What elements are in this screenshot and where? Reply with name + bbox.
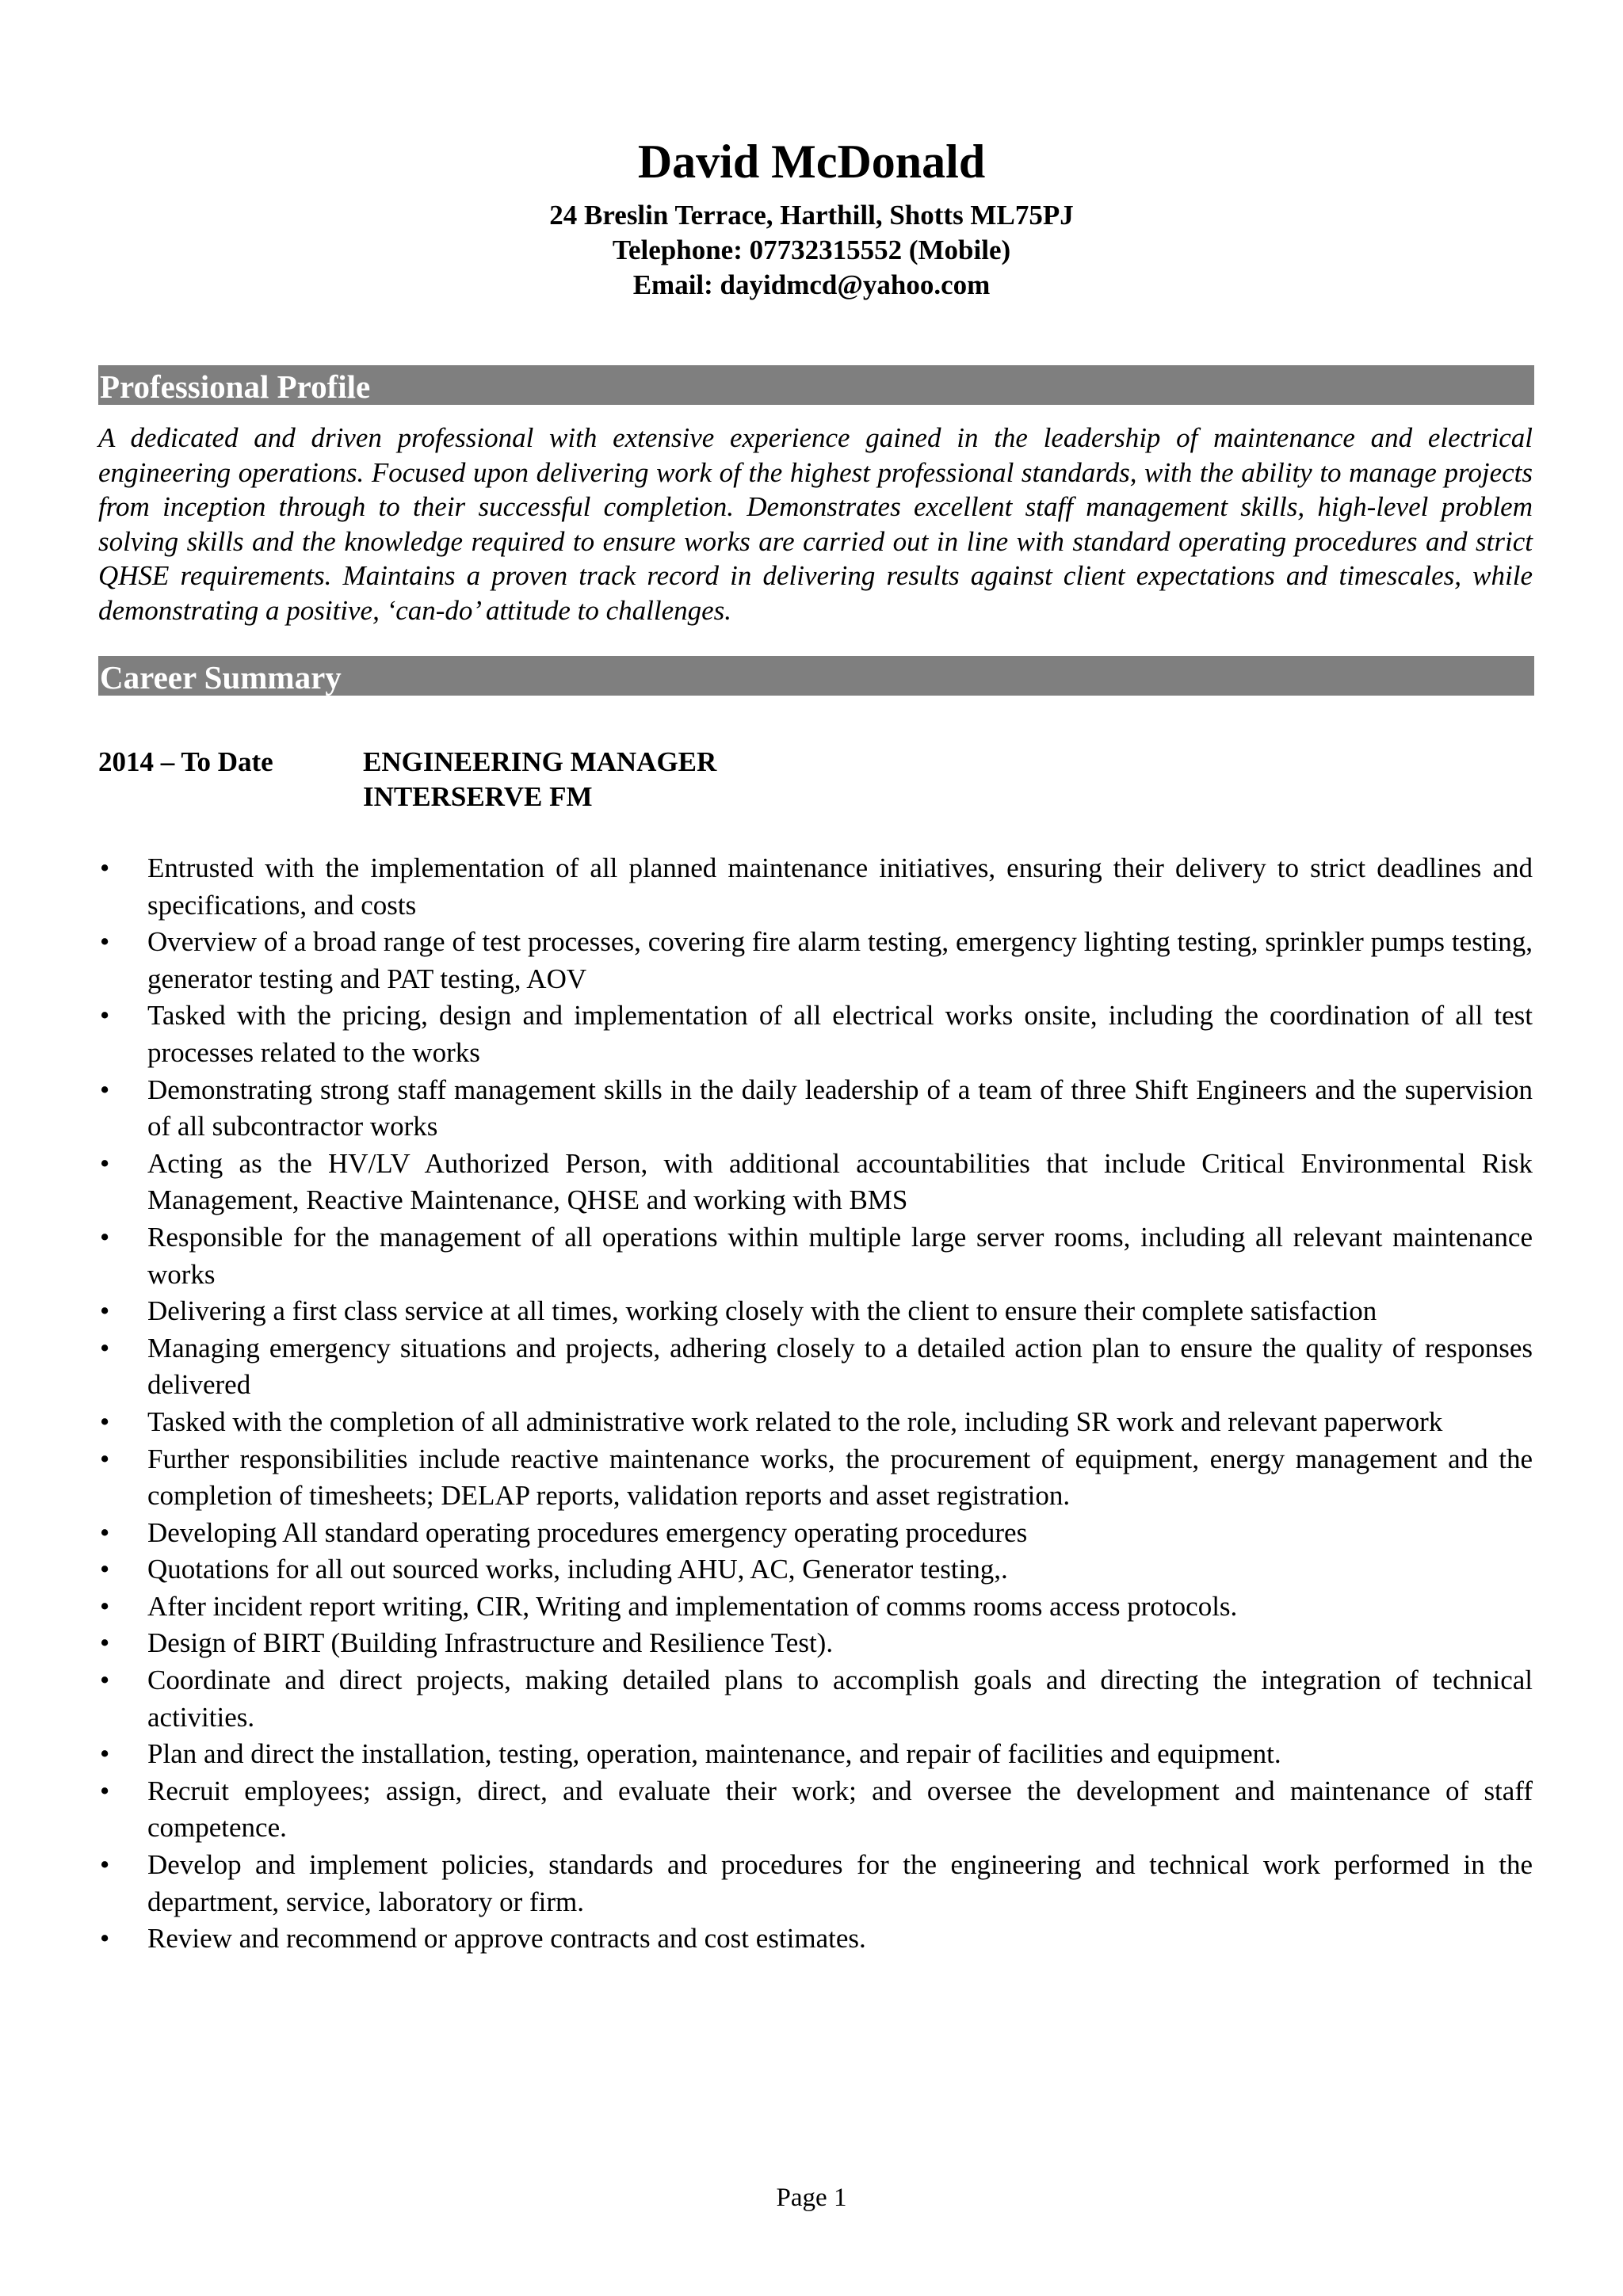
list-item: • Overview of a broad range of test processes, covering fire alarm testing, emergency lighting testing, sprinkler pumps testing, generator testing and PAT testing, AOV xyxy=(98,924,1533,997)
list-item: • Tasked with the pricing, design and implementation of all electrical works onsite, including the coordination of all test processes related to the works xyxy=(98,997,1533,1071)
list-item: • Responsible for the management of all operations within multiple large server rooms, including all relevant maintenance works xyxy=(98,1219,1533,1293)
list-item: • Quotations for all out sourced works, including AHU, AC, Generator testing,. xyxy=(98,1551,1533,1589)
list-item: • Design of BIRT (Building Infrastructure and Resilience Test). xyxy=(98,1625,1533,1662)
section-heading-profile: Professional Profile xyxy=(98,365,1534,405)
list-item: • Delivering a first class service at all times, working closely with the client to ensure their complete satisfaction xyxy=(98,1293,1533,1330)
resume-header xyxy=(0,133,1623,303)
email: Email: dayidmcd@yahoo.com xyxy=(632,269,991,300)
section-heading-career: Career Summary xyxy=(98,656,1534,696)
list-item: • Develop and implement policies, standards and procedures for the engineering and technical work performed in the department, service, laboratory or firm. xyxy=(98,1847,1533,1920)
list-item: • Demonstrating strong staff management skills in the daily leadership of a team of three Shift Engineers and the supervision of all subcontractor works xyxy=(98,1072,1533,1146)
responsibility-list xyxy=(98,850,1533,1958)
job-dates: 2014 – To Date xyxy=(98,746,273,777)
list-item: • Plan and direct the installation, testing, operation, maintenance, and repair of facilities and equipment. xyxy=(98,1736,1533,1773)
list-item: • Developing All standard operating procedures emergency operating procedures xyxy=(98,1515,1533,1552)
job-title: ENGINEERING MANAGER xyxy=(363,746,717,777)
list-item: • Recruit employees; assign, direct, and evaluate their work; and oversee the development and maintenance of staff competence. xyxy=(98,1773,1533,1847)
list-item: • After incident report writing, CIR, Writing and implementation of comms rooms access protocols. xyxy=(98,1589,1533,1626)
address: 24 Breslin Terrace, Harthill, Shotts ML75PJ xyxy=(549,200,1074,231)
profile-text: A dedicated and driven professional with extensive experience gained in the leadership of maintenance and electrical engineering operations. Focused upon delivering work of the highest professional standards, with the ability to manage projects from inception through to their successful completion. Demonstrates excellent staff management skills, high-level problem solving skills and the knowledge required to ensure works are carried out in line with standard operating procedures and strict QHSE requirements. Maintains a proven track record in delivering results against client expectations and timescales, while demonstrating a positive, ‘can-do’ attitude to challenges. xyxy=(98,422,1533,626)
list-item: • Managing emergency situations and projects, adhering closely to a detailed action plan to ensure the quality of responses delivered xyxy=(98,1330,1533,1404)
list-item: • Coordinate and direct projects, making detailed plans to accomplish goals and directing the integration of technical activities. xyxy=(98,1662,1533,1736)
job-company: INTERSERVE FM xyxy=(363,781,593,812)
list-item: • Entrusted with the implementation of all planned maintenance initiatives, ensuring their delivery to strict deadlines and specifications, and costs xyxy=(98,850,1533,924)
list-item: • Review and recommend or approve contracts and cost estimates. xyxy=(98,1920,1533,1958)
list-item: • Tasked with the completion of all administrative work related to the role, including SR work and relevant paperwork xyxy=(98,1404,1533,1441)
list-item: • Acting as the HV/LV Authorized Person, with additional accountabilities that include Critical Environmental Risk Management, Reactive Maintenance, QHSE and working with BMS xyxy=(98,1146,1533,1219)
telephone: Telephone: 07732315552 (Mobile) xyxy=(612,235,1011,265)
candidate-name: David McDonald xyxy=(637,135,986,188)
page-number: Page 1 xyxy=(776,2183,847,2212)
list-item: • Further responsibilities include reactive maintenance works, the procurement of equipment, energy management and the completion of timesheets; DELAP reports, validation reports and asset registration. xyxy=(98,1441,1533,1515)
